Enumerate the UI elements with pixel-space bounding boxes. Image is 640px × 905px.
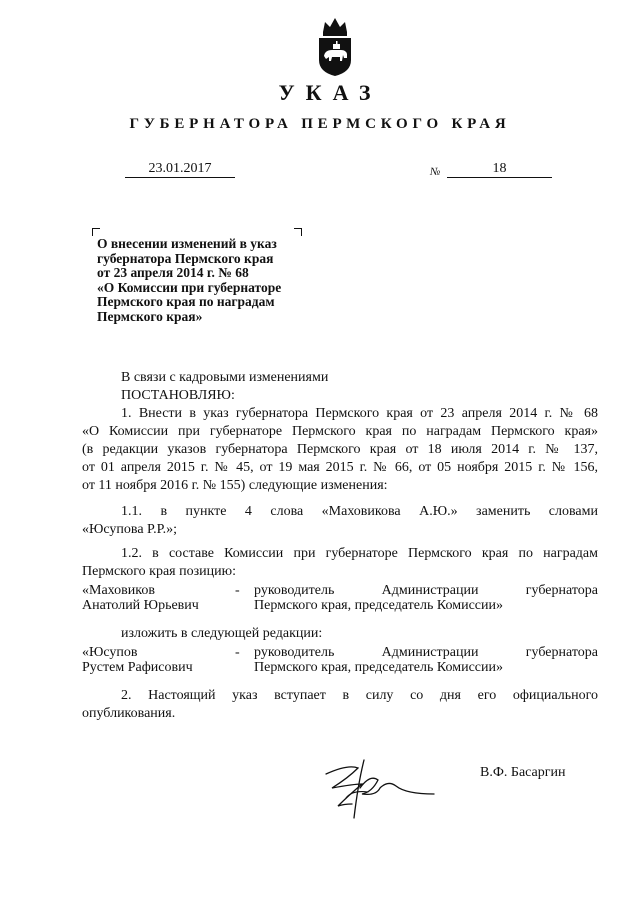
heading-line: О внесении изменений в указ xyxy=(97,236,277,251)
intro-text: В связи с кадровыми изменениями xyxy=(121,370,329,385)
new-entry-description xyxy=(254,645,598,675)
number-sign: № xyxy=(430,166,441,178)
document-subtitle: ГУБЕРНАТОРА ПЕРМСКОГО КРАЯ xyxy=(129,116,511,132)
new-entry-desc-line: Пермского края, председатель Комиссии» xyxy=(254,660,503,675)
old-entry-name-line: «Маховиков xyxy=(82,583,155,598)
heading-corner-right xyxy=(294,228,302,236)
old-entry-desc-line: Пермского края, председатель Комиссии» xyxy=(254,598,503,613)
new-entry-dash: - xyxy=(235,645,240,660)
decree-word: ПОСТАНОВЛЯЮ: xyxy=(121,388,235,403)
paragraph-1-2-line: 1.2. в составе Комиссии при губернаторе Пермского края по наградам xyxy=(121,546,598,561)
old-entry-desc-line: руководитель Администрации губернатора xyxy=(254,583,598,598)
heading-line: от 23 апреля 2014 г. № 68 xyxy=(97,265,249,280)
old-entry-name xyxy=(82,583,199,613)
coat-of-arms-icon xyxy=(313,14,357,78)
new-entry-desc-line: руководитель Администрации губернатора xyxy=(254,645,598,660)
paragraph-2-line: опубликования. xyxy=(82,706,176,721)
paragraph-1-2-line: Пермского края позицию: xyxy=(82,564,236,579)
new-entry-name-line: Рустем Рафисович xyxy=(82,660,193,675)
decree-date: 23.01.2017 xyxy=(125,161,235,178)
paragraph-1-line: 1. Внести в указ губернатора Пермского края от 23 апреля 2014 г. № 68 xyxy=(121,406,598,421)
paragraph-1-line: от 11 ноября 2016 г. № 155) следующие изменения: xyxy=(82,478,388,493)
old-entry-name-line: Анатолий Юрьевич xyxy=(82,598,199,613)
new-entry-name-line: «Юсупов xyxy=(82,645,138,660)
signer-name: В.Ф. Басаргин xyxy=(480,765,566,780)
paragraph-1-1-line: 1.1. в пункте 4 слова «Маховикова А.Ю.» заменить словами xyxy=(121,504,598,519)
decree-heading xyxy=(97,237,317,324)
handwritten-signature xyxy=(318,754,438,826)
paragraph-2-line: 2. Настоящий указ вступает в силу со дня его официального xyxy=(121,688,598,703)
decree-number: 18 xyxy=(447,161,552,178)
replace-text: изложить в следующей редакции: xyxy=(121,626,323,641)
old-entry-dash: - xyxy=(235,583,240,598)
new-entry-name xyxy=(82,645,193,675)
document-title: УКАЗ xyxy=(278,80,382,105)
paragraph-1-line: от 01 апреля 2015 г. № 45, от 19 мая 2015 г. № 66, от 05 ноября 2015 г. № 156, xyxy=(82,460,598,475)
heading-line: Пермского края» xyxy=(97,308,203,324)
paragraph-1-line: (в редакции указов губернатора Пермского края от 18 июля 2014 г. № 137, xyxy=(82,442,598,457)
heading-line: «О Комиссии при губернаторе xyxy=(97,279,282,295)
heading-corner-left xyxy=(92,228,100,236)
paragraph-1-line: «О Комиссии при губернаторе Пермского края по наградам Пермского края» xyxy=(82,424,598,439)
heading-line: губернатора Пермского края xyxy=(97,250,274,266)
paragraph-1-1-line: «Юсупова Р.Р.»; xyxy=(82,522,178,537)
heading-line: Пермского края по наградам xyxy=(97,294,275,309)
old-entry-description xyxy=(254,583,598,613)
